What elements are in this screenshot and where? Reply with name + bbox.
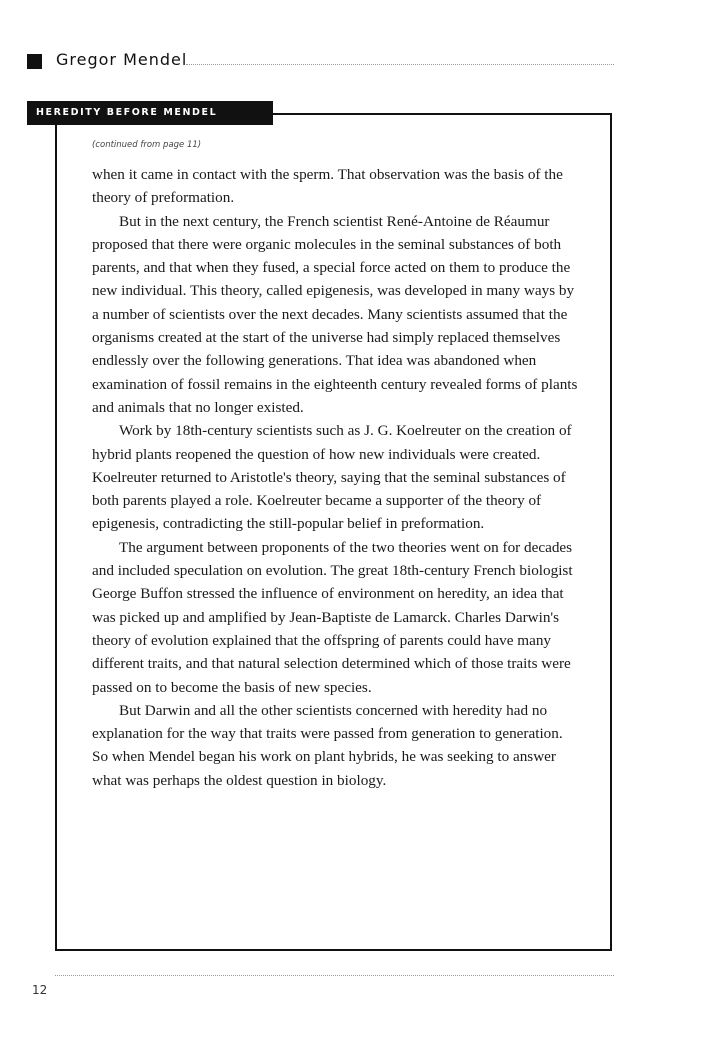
sidebar-paragraph-1: when it came in contact with the sperm. That observation was the basis of the theory of preformation. bbox=[92, 166, 563, 207]
header-dotted-rule bbox=[186, 64, 614, 65]
sidebar-paragraph-2: But in the next century, the French scientist René-Antoine de Réaumur proposed that there were organic molecules in the seminal substances of both parents, and that when they fused, a special force acted on them to produce the new individual. This theory, called epigenesis, was developed in many ways by a number of scientists over the next decades. Many scientists assumed that the organisms created at the start of the universe had simply replaced themselves endlessly over the following generations. That idea was abandoned when examination of fossil remains in the eighteenth century revealed forms of plants and animals that no longer existed. bbox=[92, 212, 578, 416]
header-square-marker bbox=[27, 54, 42, 69]
sidebar-paragraph-3: Work by 18th-century scientists such as J. G. Koelreuter on the creation of hybrid plants reopened the question of how new individuals were created. Koelreuter returned to Aristotle's theory, saying that the seminal substances of both parents played a role. Koelreuter became a supporter of the theory of epigenesis, contradicting the still-popular belief in preformation. bbox=[92, 422, 572, 533]
sidebar-paragraph-5: But Darwin and all the other scientists concerned with heredity had no explanation for the way that traits were passed from generation to generation. So when Mendel began his work on plant hybrids, he was seeking to answer what was perhaps the oldest question in biology. bbox=[92, 701, 563, 789]
footer-dotted-rule bbox=[55, 975, 614, 976]
continued-note: (continued from page 11) bbox=[92, 140, 202, 150]
sidebar-body bbox=[92, 163, 580, 792]
page-number: 12 bbox=[32, 983, 48, 997]
sidebar-label: HEREDITY BEFORE MENDEL bbox=[27, 101, 273, 125]
sidebar-paragraph-4: The argument between proponents of the two theories went on for decades and included speculation on evolution. The great 18th-century French biologist George Buffon stressed the influence of environment on heredity, an idea that was picked up and amplified by Jean-Baptiste de Lamarck. Charles Darwin's theory of evolution explained that the offspring of parents could have many different traits, and that natural selection determined which of those traits were passed on to become the basis of new species. bbox=[92, 538, 573, 696]
running-head-title: Gregor Mendel bbox=[56, 50, 188, 69]
